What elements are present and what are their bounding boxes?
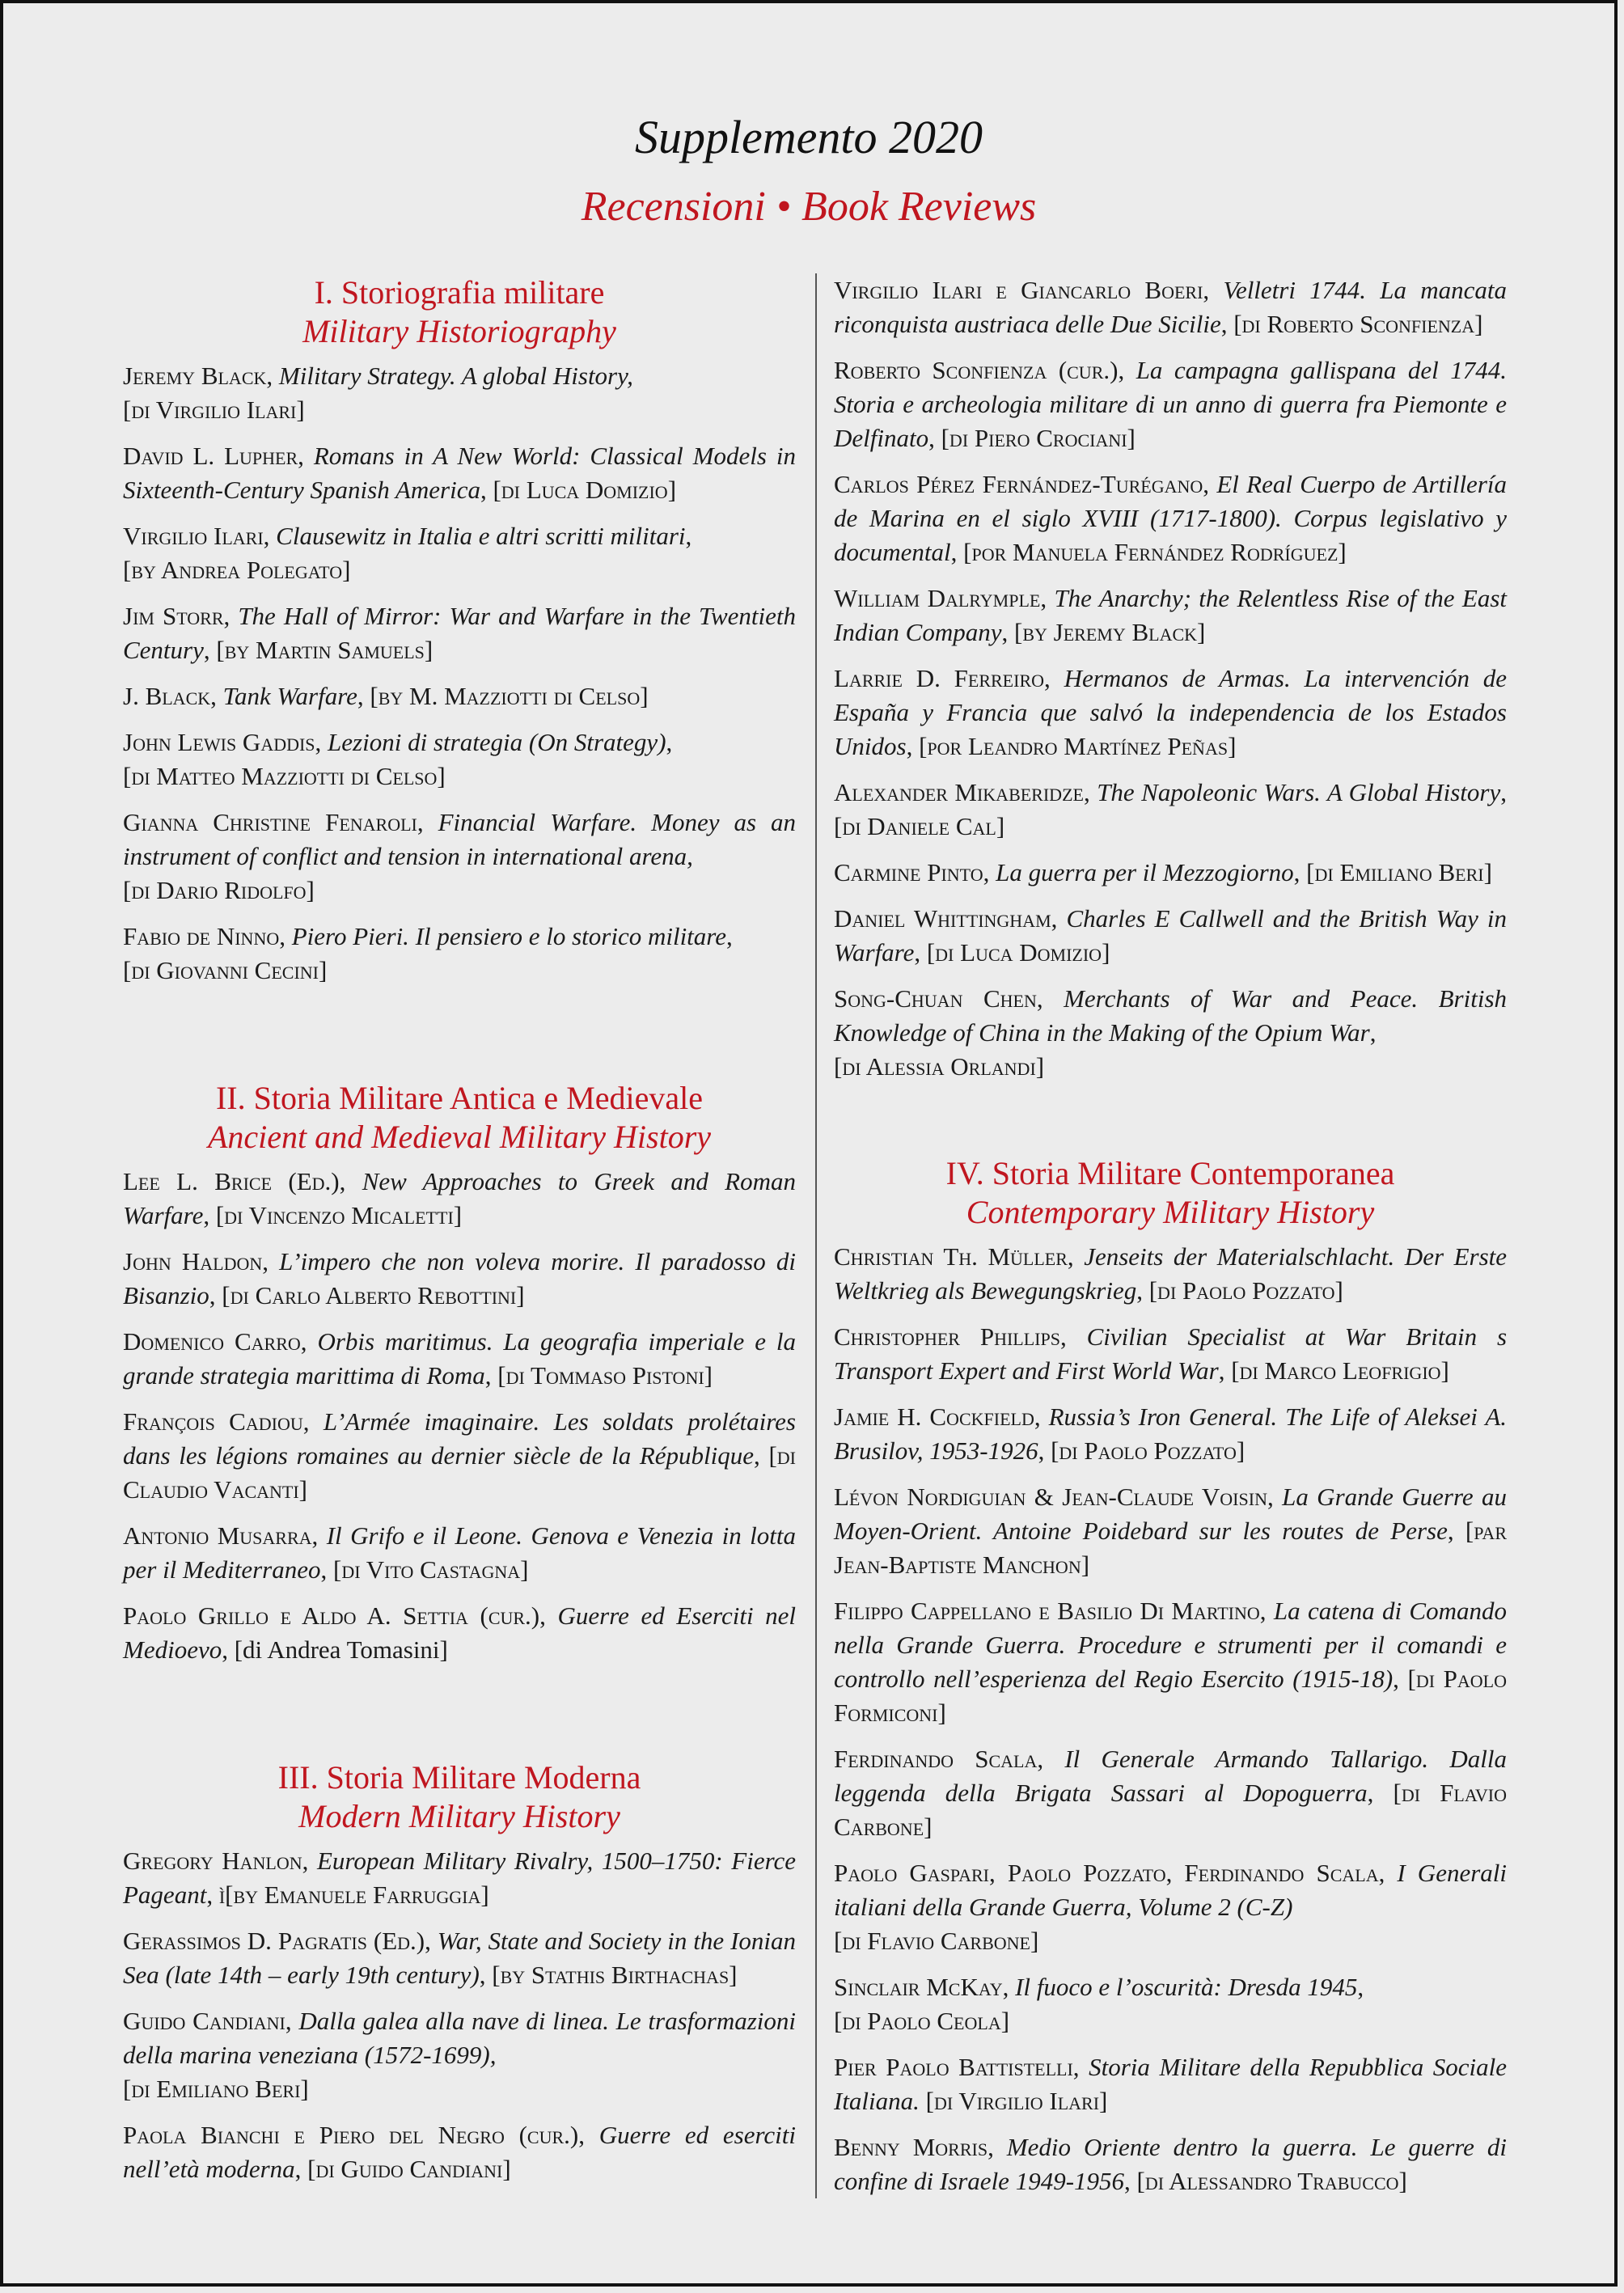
review-entry: Pier Paolo Battistelli, Storia Militare della Repubblica Sociale Italiana. [di Virgilio Ilari] xyxy=(834,2053,1507,2115)
author: Gianna Christine Fenaroli xyxy=(123,808,417,836)
reviewer: [di Vito Castagna] xyxy=(333,1555,529,1584)
section-title: II. Storia Militare Antica e Medievale xyxy=(215,1080,703,1116)
page-title: Supplemento 2020 xyxy=(634,111,983,163)
reviewer: ì[by Emanuele Farruggia] xyxy=(218,1881,489,1909)
page-subtitle: Recensioni • Book Reviews xyxy=(581,184,1037,230)
author: Gregory Hanlon xyxy=(123,1847,302,1875)
review-entry: Jamie H. Cockfield, Russia’s Iron General. The Life of Aleksei A. Brusilov, 1953-1926, [di Paolo Pozzato] xyxy=(834,1402,1508,1465)
reviewer: [di Piero Crociani] xyxy=(941,424,1136,452)
review-entry: Song-Chuan Chen, Merchants of War and Peace. British Knowledge of China in the Making of the Opium War, [di Alessia Orlandi] xyxy=(834,984,1508,1081)
reviewer: [por Leandro Martínez Peñas] xyxy=(919,732,1237,760)
author: Carlos Pérez Fernández-Turégano xyxy=(834,470,1203,498)
reviewer: [di Claudio Vacanti] xyxy=(123,1441,796,1504)
book-title: Dalla galea alla nave di linea. Le trasformazioni della marina veneziana (1572-1699), xyxy=(123,2007,796,2069)
reviewer: [di Flavio Carbone] xyxy=(834,1927,1039,1955)
author: Song-Chuan Chen xyxy=(834,984,1037,1013)
book-title: Orbis maritimus. La geografia imperiale e la grande strategia marittima di Roma xyxy=(123,1327,796,1390)
book-title: Jenseits der Materialschlacht. Der Erste Weltkrieg als Bewegungskrieg xyxy=(834,1242,1508,1305)
reviewer: [di Paolo Pozzato] xyxy=(1051,1436,1245,1465)
reviewer: [por Manuela Fernández Rodríguez] xyxy=(963,538,1347,566)
reviewer: [di Emiliano Beri] xyxy=(1306,858,1492,886)
author: Sinclair McKay xyxy=(834,1973,1003,2001)
book-title: Merchants of War and Peace. British Knowledge of China in the Making of the Opium War xyxy=(834,984,1508,1047)
review-entry: J. Black, Tank Warfare, [by M. Mazziotti di Celso] xyxy=(123,682,649,710)
review-entry: Virgilio Ilari, Clausewitz in Italia e altri scritti militari, [by Andrea Polegato] xyxy=(123,522,692,584)
author: Filippo Cappellano e Basilio Di Martino xyxy=(834,1597,1260,1625)
reviewer: [di Marco Leofrigio] xyxy=(1231,1356,1449,1385)
author: John Lewis Gaddis xyxy=(123,728,315,756)
review-entry: Jeremy Black, Military Strategy. A global History, [di Virgilio Ilari] xyxy=(123,362,633,424)
review-entry: Christian Th. Müller, Jenseits der Materialschlacht. Der Erste Weltkrieg als Bewegungskrieg, [di Paolo Pozzato] xyxy=(834,1242,1508,1305)
review-entry: Jim Storr, The Hall of Mirror: War and Warfare in the Twentieth Century, [by Martin Samuels] xyxy=(123,602,797,664)
section-title: III. Storia Militare Moderna xyxy=(277,1759,641,1796)
review-entry: Paolo Grillo e Aldo A. Settia (cur.), Guerre ed Eserciti nel Medioevo, [di Andrea Tomasini] xyxy=(123,1601,797,1664)
review-entry: Antonio Musarra, Il Grifo e il Leone. Genova e Venezia in lotta per il Mediterraneo, [di Vito Castagna] xyxy=(123,1521,797,1584)
author: Larrie D. Ferreiro xyxy=(834,664,1045,692)
author: Alexander Mikaberidze xyxy=(834,778,1084,806)
reviewer: [di Daniele Cal] xyxy=(834,812,1005,840)
author: Paolo Grillo e Aldo A. Settia (cur.) xyxy=(123,1601,540,1630)
author: J. Black xyxy=(123,682,211,710)
book-title: Romans in A New World: Classical Models in Sixteenth-Century Spanish America xyxy=(123,442,796,504)
reviewer: [di Alessandro Trabucco] xyxy=(1136,2167,1407,2195)
author: Guido Candiani xyxy=(123,2007,285,2035)
review-entry: William Dalrymple, The Anarchy; the Relentless Rise of the East Indian Company, [by Jeremy Black] xyxy=(834,584,1508,646)
reviewer: [di Paolo Formiconi] xyxy=(834,1665,1507,1727)
book-title: Il fuoco e l’oscurità: Dresda 1945 xyxy=(1015,1973,1358,2001)
author: Fabio de Ninno xyxy=(123,922,280,950)
reviewer: [di Tommaso Pistoni] xyxy=(497,1361,713,1390)
author: Virgilio Ilari e Giancarlo Boeri xyxy=(834,276,1203,304)
author: Lee L. Brice (Ed.) xyxy=(123,1167,340,1195)
review-entry: Carmine Pinto, La guerra per il Mezzogiorno, [di Emiliano Beri] xyxy=(834,858,1492,886)
review-entry: David L. Lupher, Romans in A New World: Classical Models in Sixteenth-Century Spanish America, [di Luca Domizio] xyxy=(123,442,796,504)
review-entry: Domenico Carro, Orbis maritimus. La geografia imperiale e la grande strategia marittima di Roma, [di Tommaso Pistoni] xyxy=(123,1327,796,1390)
reviewer: [di Virgilio Ilari] xyxy=(123,396,305,424)
section-heading xyxy=(123,273,796,351)
section-subtitle: Modern Military History xyxy=(298,1798,620,1834)
book-title: New Approaches to Greek and Roman Warfare xyxy=(123,1167,796,1229)
review-entry: Ferdinando Scala, Il Generale Armando Tallarigo. Dalla leggenda della Brigata Sassari al Dopoguerra, [di Flavio Carbone] xyxy=(834,1745,1508,1841)
reviewer: [by Stathis Birthachas] xyxy=(492,1961,738,1989)
reviewer: [di Carlo Alberto Rebottini] xyxy=(222,1281,525,1309)
reviewer: [di Virgilio Ilari] xyxy=(925,2087,1108,2115)
book-title: I Generali italiani della Grande Guerra, Volume 2 (C-Z) xyxy=(834,1859,1507,1921)
reviewer: [by Andrea Polegato] xyxy=(123,556,351,584)
book-title: Velletri 1744. La mancata riconquista austriaca delle Due Sicilie xyxy=(834,276,1507,338)
book-title: L’impero che non voleva morire. Il paradosso di Bisanzio xyxy=(123,1247,796,1309)
author: Christian Th. Müller xyxy=(834,1242,1068,1271)
reviewer: [di Matteo Mazziotti di Celso] xyxy=(123,762,446,790)
review-entry: Alexander Mikaberidze, The Napoleonic Wars. A Global History, [di Daniele Cal] xyxy=(834,778,1507,840)
reviewer: [by M. Mazziotti di Celso] xyxy=(370,682,649,710)
review-entry: Sinclair McKay, Il fuoco e l’oscurità: Dresda 1945, [di Paolo Ceola] xyxy=(834,1973,1364,2035)
review-entry: John Lewis Gaddis, Lezioni di strategia (On Strategy), [di Matteo Mazziotti di Celso] xyxy=(123,728,673,790)
reviewer: [di Luca Domizio] xyxy=(926,938,1110,967)
left-column xyxy=(123,273,796,2198)
reviewer: [di Alessia Orlandi] xyxy=(834,1052,1045,1081)
reviewer: [di Guido Candiani] xyxy=(307,2155,511,2183)
book-title: Russia’s Iron General. The Life of Aleksei A. Brusilov, 1953-1926 xyxy=(834,1402,1508,1465)
review-entry: Paola Bianchi e Piero del Negro (cur.), Guerre ed eserciti nell’età moderna, [di Guido Candiani] xyxy=(123,2121,797,2183)
author: Domenico Carro xyxy=(123,1327,301,1356)
reviewer: [di Dario Ridolfo] xyxy=(123,876,315,904)
review-entry: Benny Morris, Medio Oriente dentro la guerra. Le guerre di confine di Israele 1949-1956, [di Alessandro Trabucco] xyxy=(834,2133,1507,2195)
book-title: Charles E Callwell and the British Way in Warfare xyxy=(834,904,1507,967)
book-title: Piero Pieri. Il pensiero e lo storico militare xyxy=(291,922,726,950)
book-title: La Grande Guerre au Moyen-Orient. Antoine Poidebard sur les routes de Perse xyxy=(834,1483,1508,1545)
author: Benny Morris xyxy=(834,2133,988,2161)
book-title: El Real Cuerpo de Artillería de Marina en el siglo XVIII (1717-1800). Corpus legislativo y documental xyxy=(834,470,1507,566)
right-column xyxy=(834,273,1507,2211)
book-title: The Hall of Mirror: War and Warfare in the Twentieth Century xyxy=(123,602,797,664)
review-entry: Gianna Christine Fenaroli, Financial Warfare. Money as an instrument of conflict and tension in international arena, [di Dario Ridolfo] xyxy=(123,808,796,904)
review-entry: Gerassimos D. Pagratis (Ed.), War, State and Society in the Ionian Sea (late 14th – early 19th century), [by Stathis Birthachas] xyxy=(123,1927,797,1989)
book-title: La campagna gallispana del 1744. Storia e archeologia militare di un anno di guerra fra Piemonte e Delfinato xyxy=(834,356,1508,452)
author: Paolo Gaspari, Paolo Pozzato, Ferdinando Scala, xyxy=(834,1859,1385,1887)
review-entry: Gregory Hanlon, European Military Rivalry, 1500–1750: Fierce Pageant, ì[by Emanuele Farruggia] xyxy=(123,1847,797,1909)
book-title: Guerre ed eserciti nell’età moderna xyxy=(123,2121,797,2183)
author: Christopher Phillips xyxy=(834,1322,1060,1351)
book-title: War, State and Society in the Ionian Sea (late 14th – early 19th century) xyxy=(123,1927,797,1989)
review-entry: Fabio de Ninno, Piero Pieri. Il pensiero e lo storico militare, [di Giovanni Cecini] xyxy=(123,922,733,984)
reviewer: [par Jean-Baptiste Manchon] xyxy=(834,1517,1507,1579)
author: Jim Storr xyxy=(123,602,224,630)
author: Virgilio Ilari xyxy=(123,522,264,550)
author: Paola Bianchi e Piero del Negro (cur.) xyxy=(123,2121,579,2149)
reviewer: [di Paolo Pozzato] xyxy=(1148,1276,1343,1305)
reviewer: [di Luca Domizio] xyxy=(493,476,677,504)
section-title: I. Storiografia militare xyxy=(314,274,605,311)
section-heading xyxy=(123,1758,796,1836)
review-entry: Larrie D. Ferreiro, Hermanos de Armas. La intervención de España y Francia que salvó la independencia de los Estados Unidos, [por Leandro Martínez Peñas] xyxy=(834,664,1507,760)
book-title: L’Armée imaginaire. Les soldats prolétaires dans les légions romaines au dernier siècle de la République xyxy=(123,1407,796,1470)
reviewer: [by Martin Samuels] xyxy=(216,636,433,664)
book-title: Hermanos de Armas. La intervención de España y Francia que salvó la independencia de los Estados Unidos xyxy=(834,664,1507,760)
review-entry: John Haldon, L’impero che non voleva morire. Il paradosso di Bisanzio, [di Carlo Alberto Rebottini] xyxy=(123,1247,796,1309)
section-subtitle: Contemporary Military History xyxy=(966,1194,1375,1230)
reviewer: [di Flavio Carbone] xyxy=(834,1779,1508,1841)
section-subtitle: Military Historiography xyxy=(302,313,616,349)
book-title: Lezioni di strategia (On Strategy) xyxy=(328,728,666,756)
section-heading xyxy=(834,1154,1507,1232)
book-title: Il Generale Armando Tallarigo. Dalla leggenda della Brigata Sassari al Dopoguerra xyxy=(834,1745,1508,1807)
book-title: Tank Warfare xyxy=(222,682,357,710)
section-subtitle: Ancient and Medieval Military History xyxy=(207,1119,712,1155)
review-entry: Virgilio Ilari e Giancarlo Boeri, Velletri 1744. La mancata riconquista austriaca delle Due Sicilie, [di Roberto Sconfienza] xyxy=(834,276,1507,338)
book-title: Military Strategy. A global History, xyxy=(278,362,633,390)
book-title: La catena di Comando nella Grande Guerra. Procedure e strumenti per il comandi e controllo nell’esperienza del Regio Esercito (1915-18) xyxy=(834,1597,1507,1693)
reviewer: [by Jeremy Black] xyxy=(1014,618,1206,646)
book-title: Storia Militare della Repubblica Sociale Italiana. xyxy=(834,2053,1507,2115)
book-title: European Military Rivalry, 1500–1750: Fierce Pageant xyxy=(123,1847,797,1909)
review-entry: François Cadiou, L’Armée imaginaire. Les soldats prolétaires dans les légions romaines au dernier siècle de la République, [di Claudio Vacanti] xyxy=(123,1407,796,1504)
book-title: Clausewitz in Italia e altri scritti militari xyxy=(276,522,686,550)
author: Antonio Musarra xyxy=(123,1521,312,1550)
author: Roberto Sconfienza (cur.) xyxy=(834,356,1119,384)
review-entry: Carlos Pérez Fernández-Turégano, El Real Cuerpo de Artillería de Marina en el siglo XVIII (1717-1800). Corpus legislativo y documental, [por Manuela Fernández Rodríguez] xyxy=(834,470,1507,566)
book-title: The Napoleonic Wars. A Global History xyxy=(1097,778,1501,806)
author: William Dalrymple xyxy=(834,584,1041,612)
book-title: Il Grifo e il Leone. Genova e Venezia in lotta per il Mediterraneo xyxy=(123,1521,797,1584)
book-title: Financial Warfare. Money as an instrument of conflict and tension in international arena, xyxy=(123,808,796,870)
book-title: Guerre ed Eserciti nel Medioevo xyxy=(123,1601,797,1664)
author: Carmine Pinto xyxy=(834,858,983,886)
author: David L. Lupher xyxy=(123,442,298,470)
book-title: La guerra per il Mezzogiorno xyxy=(996,858,1294,886)
review-entry: Lee L. Brice (Ed.), New Approaches to Greek and Roman Warfare, [di Vincenzo Micaletti] xyxy=(123,1167,796,1229)
review-entry: Lévon Nordiguian & Jean-Claude Voisin, La Grande Guerre au Moyen-Orient. Antoine Poidebard sur les routes de Perse, [par Jean-Baptiste Manchon] xyxy=(834,1483,1508,1579)
author: Gerassimos D. Pagratis (Ed.) xyxy=(123,1927,425,1955)
author: Jamie H. Cockfield xyxy=(834,1402,1034,1431)
column-divider xyxy=(815,273,817,2198)
reviewer: [di Vincenzo Micaletti] xyxy=(215,1201,463,1229)
book-title: Civilian Specialist at War Britain s Transport Expert and First World War xyxy=(834,1322,1508,1385)
section-heading xyxy=(123,1079,796,1157)
author: Lévon Nordiguian & Jean-Claude Voisin xyxy=(834,1483,1267,1511)
section-title: IV. Storia Militare Contemporanea xyxy=(945,1155,1395,1191)
reviewer: [di Paolo Ceola] xyxy=(834,2007,1010,2035)
review-entry: Christopher Phillips, Civilian Specialist at War Britain s Transport Expert and First World War, [di Marco Leofrigio] xyxy=(834,1322,1508,1385)
review-entry xyxy=(834,1856,1507,1958)
book-title: Medio Oriente dentro la guerra. Le guerre di confine di Israele 1949-1956 xyxy=(834,2133,1507,2195)
author: Daniel Whittingham xyxy=(834,904,1051,933)
author: Ferdinando Scala xyxy=(834,1745,1038,1773)
review-entry: Filippo Cappellano e Basilio Di Martino, La catena di Comando nella Grande Guerra. Procedure e strumenti per il comandi e controllo nell’esperienza del Regio Esercito (1915-18), [di Paolo Formiconi] xyxy=(834,1597,1507,1727)
review-entry: Guido Candiani, Dalla galea alla nave di linea. Le trasformazioni della marina veneziana (1572-1699), [di Emiliano Beri] xyxy=(123,2007,796,2103)
reviewer: [di Andrea Tomasini] xyxy=(234,1635,448,1664)
author: John Haldon xyxy=(123,1247,263,1276)
review-entry: Daniel Whittingham, Charles E Callwell and the British Way in Warfare, [di Luca Domizio] xyxy=(834,904,1507,967)
reviewer: [di Emiliano Beri] xyxy=(123,2075,309,2103)
reviewer: [di Giovanni Cecini] xyxy=(123,956,328,984)
author: Jeremy Black xyxy=(123,362,267,390)
reviewer: [di Roberto Sconfienza] xyxy=(1233,310,1483,338)
review-entry: Roberto Sconfienza (cur.), La campagna gallispana del 1744. Storia e archeologia militare di un anno di guerra fra Piemonte e Delfinato, [di Piero Crociani] xyxy=(834,356,1508,452)
book-title: The Anarchy; the Relentless Rise of the East Indian Company xyxy=(834,584,1508,646)
author: Pier Paolo Battistelli xyxy=(834,2053,1073,2081)
author: François Cadiou xyxy=(123,1407,303,1436)
